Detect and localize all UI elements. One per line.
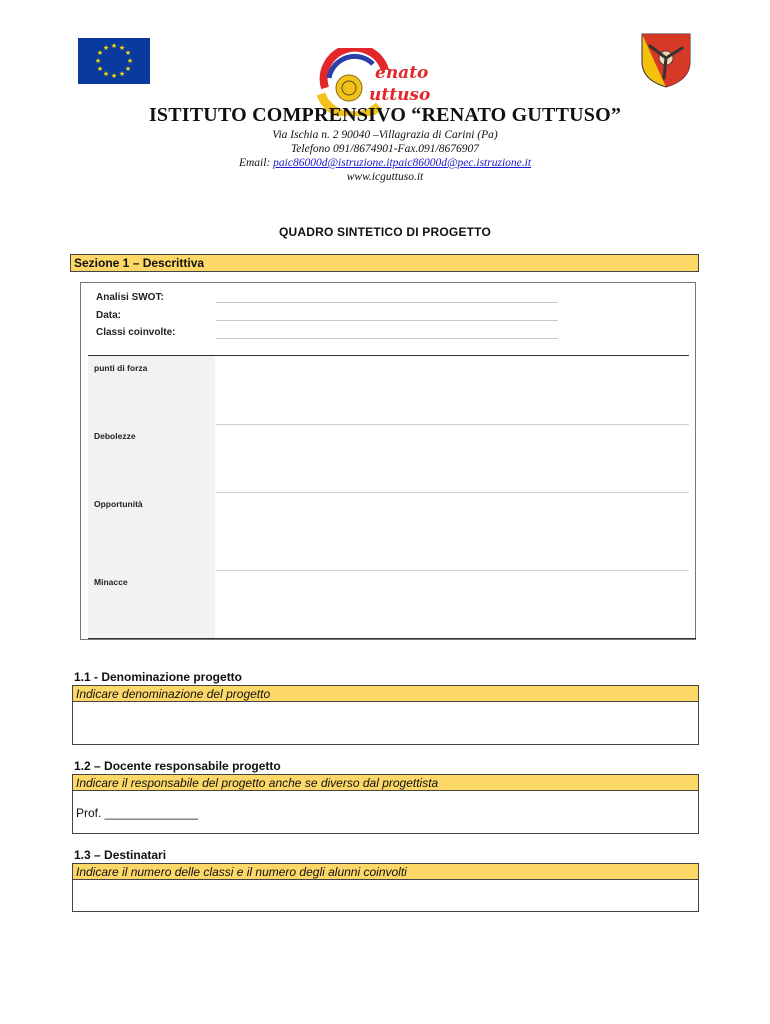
svg-text:★: ★ xyxy=(94,57,102,65)
svg-text:★: ★ xyxy=(110,72,118,80)
section1-header: Sezione 1 – Descrittiva xyxy=(70,254,699,272)
svg-text:★: ★ xyxy=(118,70,126,78)
swot-debolezze-label: Debolezze xyxy=(94,431,136,441)
svg-text:★: ★ xyxy=(124,65,132,73)
email-link[interactable]: paic86000d@istruzione.itpaic86000d@pec.istruzione.it xyxy=(273,157,532,169)
sub2-heading: 1.2 – Docente responsabile progetto xyxy=(74,759,281,773)
svg-text:★: ★ xyxy=(124,49,132,57)
prof-line: Prof. ______________ xyxy=(76,806,199,820)
swot-classi-field[interactable] xyxy=(216,338,558,339)
svg-text:★: ★ xyxy=(110,42,118,50)
sub1-answer-field[interactable] xyxy=(72,702,699,745)
svg-text:enato: enato xyxy=(375,63,429,83)
swot-forza-label: punti di forza xyxy=(94,363,148,373)
svg-text:★: ★ xyxy=(126,57,134,65)
swot-debolezze-field[interactable] xyxy=(216,425,689,491)
school-website: www.icguttuso.it xyxy=(346,171,424,183)
svg-text:★: ★ xyxy=(102,44,110,52)
school-phone: Telefono 091/8674901-Fax.091/8676907 xyxy=(290,143,480,155)
swot-bottom-rule xyxy=(88,638,696,639)
sub3-heading: 1.3 – Destinatari xyxy=(74,848,167,862)
sub2-instruction: Indicare il responsabile del progetto anche se diverso dal progettista xyxy=(72,774,699,791)
swot-opportunita-label: Opportunità xyxy=(94,499,143,509)
sub1-heading: 1.1 - Denominazione progetto xyxy=(74,670,243,684)
swot-minacce-field[interactable] xyxy=(216,571,689,637)
swot-minacce-label: Minacce xyxy=(94,577,128,587)
sub1-instruction: Indicare denominazione del progetto xyxy=(72,685,699,702)
swot-classi-label: Classi coinvolte: xyxy=(96,327,176,338)
swot-data-field[interactable] xyxy=(216,320,558,321)
swot-analisi-label: Analisi SWOT: xyxy=(96,292,164,303)
swot-data-label: Data: xyxy=(96,310,122,321)
document-title: QUADRO SINTETICO DI PROGETTO xyxy=(278,225,492,239)
svg-text:uttuso: uttuso xyxy=(369,85,431,105)
sub3-answer-field[interactable] xyxy=(72,880,699,912)
sicily-crest-icon xyxy=(640,32,692,88)
school-email-line xyxy=(0,156,770,170)
sub3-instruction: Indicare il numero delle classi e il numero degli alunni coinvolti xyxy=(72,863,699,880)
school-address: Via Ischia n. 2 90040 –Villagrazia di Carini (Pa) xyxy=(272,129,498,141)
svg-text:★: ★ xyxy=(102,70,110,78)
email-label: Email: xyxy=(238,157,274,169)
swot-forza-field[interactable] xyxy=(216,357,689,423)
svg-text:★: ★ xyxy=(96,65,104,73)
swot-category-column xyxy=(88,356,215,638)
eu-flag-icon xyxy=(78,38,150,84)
school-name: ISTITUTO COMPRENSIVO “RENATO GUTTUSO” xyxy=(148,104,622,126)
swot-analisi-field[interactable] xyxy=(216,302,558,303)
svg-text:★: ★ xyxy=(96,49,104,57)
swot-opportunita-field[interactable] xyxy=(216,493,689,569)
svg-text:★: ★ xyxy=(118,44,126,52)
